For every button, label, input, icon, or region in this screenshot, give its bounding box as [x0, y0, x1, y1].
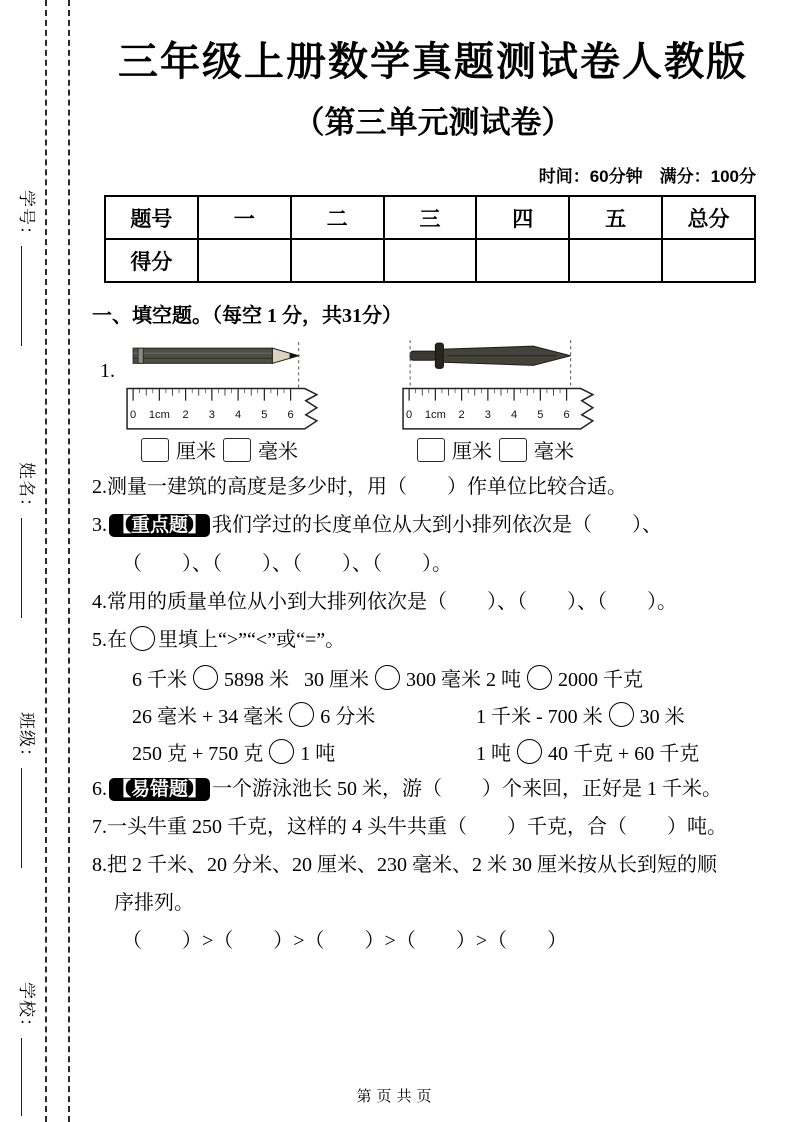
ruler-tick-label: 0: [406, 408, 413, 421]
comparison-right: 1 吨: [300, 742, 336, 765]
question-text: 5.在: [92, 628, 127, 651]
score-table-header-cell: 四: [476, 196, 569, 239]
margin-label-text: 班级：: [17, 712, 36, 766]
question-8-continued: 序排列。: [114, 892, 194, 914]
compare-circle: [527, 665, 552, 690]
score-table-score-row: [105, 239, 755, 282]
question-5-row: [132, 663, 774, 692]
score-input-cell: [291, 239, 384, 282]
paper-subtitle: （第三单元测试卷）: [293, 105, 573, 140]
question-3-continued: （ ）、（ ）、（ ）、（ ）。: [122, 552, 452, 575]
question-6: [92, 774, 774, 805]
ruler-tick-label: 6: [563, 408, 570, 421]
comparison-right: 5898 米: [224, 668, 289, 691]
comparison-item: [476, 737, 699, 766]
section-heading: 一、填空题。（每空 1 分，共31分）: [92, 305, 402, 327]
knife-ruler-figure: [397, 336, 609, 433]
comparison-item: [304, 663, 486, 692]
paper-title: 三年级上册数学真题测试卷人教版: [118, 40, 748, 84]
score-table-header-cell: 三: [384, 196, 477, 239]
comparison-left: 26 毫米 + 34 毫米: [132, 705, 284, 728]
comparison-right: 300 毫米: [406, 668, 481, 691]
answer-box-cm: [141, 438, 169, 462]
question-text: 里填上“>”“<”或“=”。: [158, 628, 346, 651]
score-table: [104, 195, 756, 283]
compare-circle: [289, 702, 314, 727]
comparison-item: [486, 663, 643, 692]
question-5-row: [132, 700, 774, 729]
ruler-tick-label: 2: [458, 408, 465, 421]
ruler-tick-label: 5: [261, 408, 268, 421]
ruler-tick-label: 2: [182, 408, 189, 421]
question-8: 8.把 2 千米、20 分米、20 厘米、230 毫米、2 米 30 厘米按从长到短的顺: [92, 854, 717, 876]
question-number: 1.: [100, 360, 115, 382]
binding-dashed-line: [68, 0, 70, 1122]
score-input-cell: [198, 239, 291, 282]
ruler-tick-label: 3: [484, 408, 491, 421]
comparison-right: 2000 千克: [558, 668, 643, 691]
ruler-tick-label: 1cm: [148, 408, 170, 421]
score-input-cell: [662, 239, 755, 282]
page-footer: 第页共页: [356, 1089, 437, 1105]
ruler-tick-label: 4: [235, 408, 242, 421]
compare-circle: [609, 702, 634, 727]
comparison-right: 40 千克 + 60 千克: [548, 742, 700, 765]
margin-label-student-id: [16, 190, 41, 346]
unit-label-mm: 毫米: [258, 441, 298, 463]
ruler-tick-label: 3: [208, 408, 215, 421]
question-5: [92, 625, 774, 655]
score-table-header-cell: 五: [569, 196, 662, 239]
score-input-cell: [569, 239, 662, 282]
compare-circle: [193, 665, 218, 690]
comparison-right: 6 分米: [320, 705, 376, 728]
unit-label-mm: 毫米: [534, 441, 574, 463]
answer-box-mm: [499, 438, 527, 462]
question-text: 一个游泳池长 50 米，游（ ）个来回，正好是 1 千米。: [212, 777, 723, 800]
comparison-left: 1 吨: [476, 742, 511, 765]
ruler-tick-label: 6: [287, 408, 294, 421]
score-input-cell: [476, 239, 569, 282]
knife-measure-block: [397, 336, 609, 464]
margin-label-text: 学号：: [17, 190, 36, 244]
margin-label-class: [16, 712, 41, 868]
pencil-icon: [133, 348, 299, 363]
pencil-measure-block: [121, 336, 333, 464]
ruler-tick-label: 1cm: [424, 408, 446, 421]
question-8-answer-line: （ ）>（ ）>（ ）>（ ）>（ ）: [122, 930, 568, 952]
margin-label-name: [16, 462, 41, 618]
binding-dashed-line: [45, 0, 47, 1122]
comparison-item: [476, 700, 685, 729]
comparison-left: 30 厘米: [304, 668, 369, 691]
question-2: 2.测量一建筑的高度是多少时，用（ ）作单位比较合适。: [92, 476, 627, 498]
comparison-item: [132, 663, 304, 692]
comparison-left: 1 千米 - 700 米: [476, 705, 603, 728]
q1-answer-units: [417, 435, 609, 464]
error-prone-badge: 【易错题】: [109, 778, 210, 801]
question-4: 4.常用的质量单位从小到大排列依次是（ ）、（ ）、（ ）。: [92, 590, 677, 613]
question-text: 我们学过的长度单位从大到小排列依次是（ ）、: [212, 514, 663, 536]
comparison-left: 6 千米: [132, 668, 187, 691]
paper-content: [92, 0, 774, 964]
answer-box-cm: [417, 438, 445, 462]
question-1: [100, 336, 774, 464]
answer-box-mm: [223, 438, 251, 462]
compare-circle: [517, 739, 542, 764]
comparison-item: [132, 737, 476, 766]
unit-label-cm: 厘米: [452, 441, 492, 463]
ruler-tick-label: 4: [511, 408, 518, 421]
question-5-row: [132, 737, 774, 766]
blank-line: [21, 768, 40, 868]
score-label-cell: 得分: [105, 239, 198, 282]
compare-circle: [269, 739, 294, 764]
comparison-left: 2 吨: [486, 668, 521, 691]
key-question-badge: 【重点题】: [109, 514, 210, 537]
margin-label-text: 姓名：: [17, 462, 36, 516]
time-and-score-info: 时间：60分钟 满分：100分: [538, 167, 756, 186]
comparison-right: 30 米: [639, 705, 685, 728]
question-7: 7.一头牛重 250 千克，这样的 4 头牛共重（ ）千克，合（ ）吨。: [92, 816, 727, 838]
q1-answer-units: [141, 435, 333, 464]
ruler: [403, 389, 593, 429]
comparison-item: [132, 700, 476, 729]
score-input-cell: [384, 239, 477, 282]
unit-label-cm: 厘米: [176, 441, 216, 463]
question-3: [92, 510, 774, 541]
knife-icon: [410, 343, 571, 368]
question-number: 6.: [92, 777, 107, 800]
score-table-header-cell: 题号: [105, 196, 198, 239]
score-table-header-cell: 一: [198, 196, 291, 239]
margin-label-text: 学校：: [17, 982, 36, 1036]
pencil-ruler-figure: [121, 336, 333, 433]
ruler-tick-label: 0: [130, 408, 137, 421]
compare-circle: [375, 665, 400, 690]
question-number: 3.: [92, 514, 107, 536]
ruler: [127, 389, 317, 429]
score-table-header-row: [105, 196, 755, 239]
blank-line: [21, 246, 40, 346]
score-table-header-cell: 总分: [662, 196, 755, 239]
ruler-tick-label: 5: [537, 408, 544, 421]
compare-circle: [130, 626, 155, 651]
blank-line: [21, 518, 40, 618]
score-table-header-cell: 二: [291, 196, 384, 239]
comparison-left: 250 克 + 750 克: [132, 742, 264, 765]
